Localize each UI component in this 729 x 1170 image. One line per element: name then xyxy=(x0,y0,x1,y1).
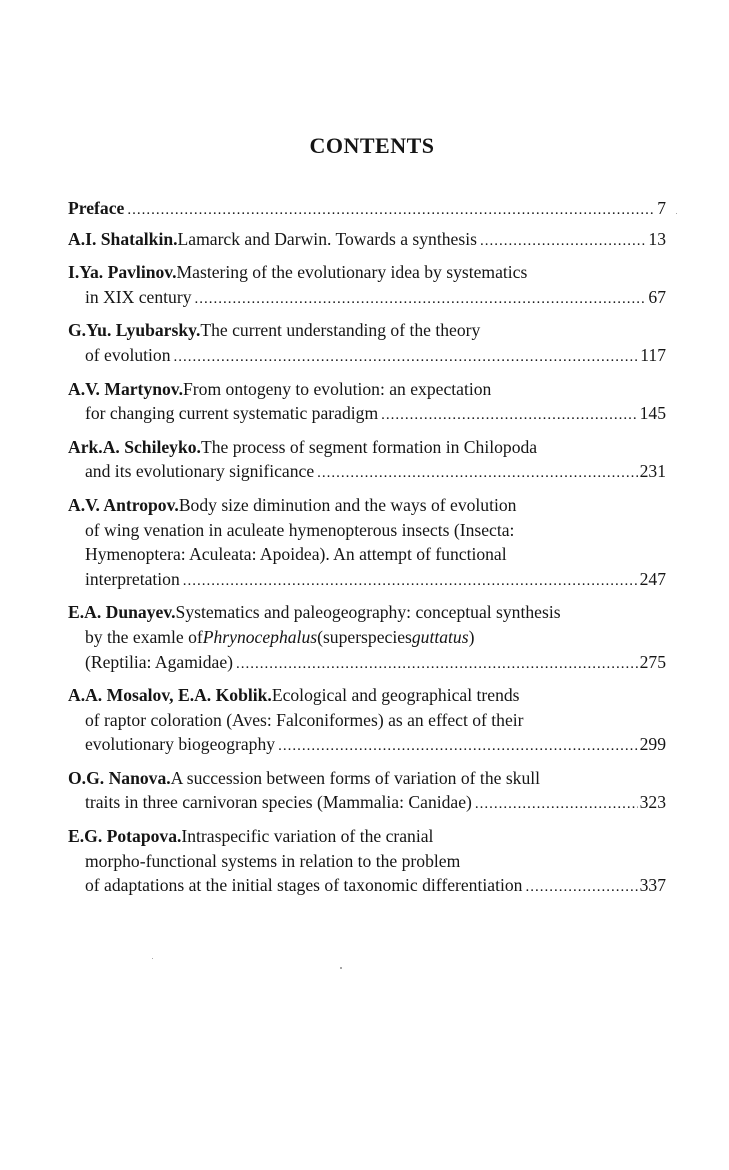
entry-title-text: of raptor coloration (Aves: Falconiformes) as an effect of their xyxy=(85,709,524,730)
toc-line xyxy=(68,873,666,900)
toc-entry xyxy=(68,227,666,254)
entry-title-text: ) xyxy=(468,626,475,647)
toc-entry xyxy=(68,824,666,900)
toc-entry xyxy=(68,318,666,369)
entry-author: E.A. Dunayev. xyxy=(68,602,176,623)
toc-line xyxy=(68,518,666,543)
toc-entry xyxy=(68,493,666,593)
entry-page-number: 117 xyxy=(640,344,666,365)
toc-line xyxy=(68,600,666,625)
entry-author: O.G. Nanova. xyxy=(68,767,171,788)
page-title: CONTENTS xyxy=(309,133,435,158)
entry-page-number: 299 xyxy=(639,734,666,755)
toc-line xyxy=(68,732,666,759)
table-of-contents xyxy=(68,196,666,907)
scan-speck xyxy=(152,958,153,959)
entry-page-number: 275 xyxy=(639,651,666,672)
entry-title-text: of wing venation in aculeate hymenopterous insects (Insecta: xyxy=(85,519,515,540)
toc-line xyxy=(68,318,666,343)
entry-title-text: by the examle of xyxy=(85,626,203,647)
toc-line xyxy=(68,493,666,518)
entry-title-text: The current understanding of the theory xyxy=(200,320,481,341)
toc-line xyxy=(68,683,666,708)
entry-title-text: of adaptations at the initial stages of taxonomic differentiation xyxy=(85,875,523,896)
toc-entry xyxy=(68,260,666,311)
toc-line xyxy=(68,766,666,791)
dot-leader xyxy=(475,792,638,817)
toc-line xyxy=(68,435,666,460)
scan-speck xyxy=(676,213,677,214)
entry-page-number: 231 xyxy=(639,461,666,482)
entry-title-text: of evolution xyxy=(85,344,171,365)
entry-author: G.Yu. Lyubarsky. xyxy=(68,320,201,341)
toc-entry xyxy=(68,600,666,676)
toc-line xyxy=(68,824,666,849)
entry-title-text: evolutionary biogeography xyxy=(85,734,276,755)
entry-title-text: From ontogeny to evolution: an expectation xyxy=(183,378,492,399)
entry-title-text: (Reptilia: Agamidae) xyxy=(85,651,234,672)
entry-title-text: in XIX century xyxy=(85,286,192,307)
entry-title-text: and its evolutionary significance xyxy=(85,461,315,482)
entry-author: A.I. Shatalkin. xyxy=(68,228,178,249)
dot-leader xyxy=(480,229,646,254)
toc-line xyxy=(68,227,666,254)
toc-line xyxy=(68,343,666,370)
entry-title-text: Body size diminution and the ways of evolution xyxy=(178,494,517,515)
toc-entry xyxy=(68,766,666,817)
toc-entry xyxy=(68,683,666,759)
toc-line xyxy=(68,790,666,817)
entry-title-text: Hymenoptera: Aculeata: Apoidea). An attempt of functional xyxy=(85,544,507,565)
entry-title-text: The process of segment formation in Chilopoda xyxy=(200,436,538,457)
entry-author: E.G. Potapova. xyxy=(68,826,182,847)
entry-title-italic: guttatus xyxy=(411,626,469,647)
entry-title-text: Ecological and geographical trends xyxy=(271,685,520,706)
entry-page-number: 13 xyxy=(648,228,666,249)
toc-line xyxy=(68,625,666,650)
entry-page-number: 323 xyxy=(639,792,666,813)
entry-author: A.V. Martynov. xyxy=(68,378,184,399)
dot-leader xyxy=(195,287,647,312)
toc-line xyxy=(68,849,666,874)
entry-author: A.A. Mosalov, E.A. Koblik. xyxy=(68,685,272,706)
toc-entry xyxy=(68,377,666,428)
dot-leader xyxy=(317,461,637,486)
toc-line xyxy=(68,401,666,428)
dot-leader xyxy=(278,734,638,759)
toc-line xyxy=(68,377,666,402)
entry-title-text: Lamarck and Darwin. Towards a synthesis xyxy=(177,228,477,249)
entry-title-text: for changing current systematic paradigm xyxy=(85,403,379,424)
entry-title-text: interpretation xyxy=(85,568,180,589)
dot-leader xyxy=(525,875,637,900)
scan-speck xyxy=(340,967,342,969)
dot-leader xyxy=(381,403,637,428)
entry-page-number: 7 xyxy=(657,198,666,218)
entry-title-text: (superspecies xyxy=(317,626,412,647)
toc-line xyxy=(68,567,666,594)
dot-leader xyxy=(183,569,638,594)
toc-line xyxy=(68,542,666,567)
dot-leader xyxy=(127,198,655,223)
entry-author: I.Ya. Pavlinov. xyxy=(68,262,177,283)
entry-author: A.V. Antropov. xyxy=(68,494,179,515)
entry-title-text: traits in three carnivoran species (Mammalia: Canidae) xyxy=(85,792,472,813)
entry-page-number: 247 xyxy=(639,568,666,589)
toc-line xyxy=(68,285,666,312)
toc-entry xyxy=(68,196,666,223)
toc-line xyxy=(68,650,666,677)
entry-title-text: Mastering of the evolutionary idea by systematics xyxy=(176,262,528,283)
entry-page-number: 67 xyxy=(648,286,666,307)
entry-title-text: Intraspecific variation of the cranial xyxy=(181,826,434,847)
toc-line xyxy=(68,196,666,223)
entry-title-text: morpho-functional systems in relation to the problem xyxy=(85,850,461,871)
dot-leader xyxy=(174,345,639,370)
entry-page-number: 145 xyxy=(639,403,666,424)
toc-line xyxy=(68,708,666,733)
toc-entry xyxy=(68,435,666,486)
toc-line xyxy=(68,459,666,486)
toc-line xyxy=(68,260,666,285)
entry-title-text: A succession between forms of variation of the skull xyxy=(170,767,541,788)
entry-title-italic: Phrynocephalus xyxy=(202,626,318,647)
dot-leader xyxy=(236,652,638,677)
entry-page-number: 337 xyxy=(639,875,666,896)
entry-author: Ark.A. Schileyko. xyxy=(68,436,201,457)
entry-author: Preface xyxy=(68,198,125,218)
entry-title-text: Systematics and paleogeography: conceptual synthesis xyxy=(175,602,561,623)
